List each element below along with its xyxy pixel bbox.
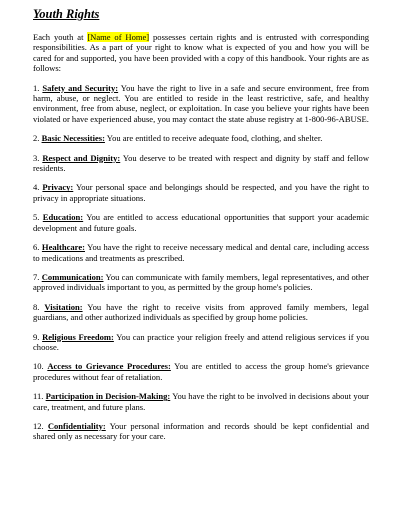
right-item (33, 242, 369, 263)
right-item (33, 332, 369, 353)
right-number: 10. (33, 361, 44, 372)
right-heading: Communication: (41, 271, 104, 282)
right-item (33, 182, 369, 203)
right-heading: Access to Grievance Procedures: (47, 361, 171, 372)
intro-paragraph (33, 32, 369, 74)
document-title: Youth Rights (33, 7, 100, 21)
rights-list (33, 83, 369, 442)
intro-text-end: possesses certain rights and is entrusted with corresponding responsibilities. As a part of your right to know what is expected of you and how you will be cared for and supported, you have been provided with a copy of this handbook. Your rights are as follows: (33, 32, 369, 74)
intro-text-start: Each youth at (33, 32, 88, 42)
right-number: 8. (33, 301, 40, 312)
right-item (33, 272, 369, 293)
right-text: You have the right to receive necessary medical and dental care, including access to medications and treatments as prescribed. (33, 242, 369, 263)
right-text: You have the right to live in a safe and secure environment, free from harm, abuse, or neglect. You are entitled to reside in the least restrictive, safe, and healthy environment, free from abuse, neglect, or exploitation. In case you believe your rights have been violated or have experienced abuse, you may contact the state abuse registry at 1-800-96-ABUSE. (33, 82, 369, 124)
right-number: 5. (33, 212, 40, 223)
right-heading: Religious Freedom: (42, 331, 114, 342)
right-item (33, 361, 369, 382)
right-text: You deserve to be treated with respect and dignity by staff and fellow residents. (33, 152, 369, 174)
right-number: 3. (33, 152, 40, 163)
right-item (33, 83, 369, 125)
right-number: 11. (33, 391, 44, 402)
right-text: You can practice your religion freely and attend religious services if you choose. (33, 331, 370, 352)
right-heading: Participation in Decision-Making: (45, 391, 171, 402)
right-text: Your personal information and records should be kept confidential and shared only as necessary for your care. (33, 420, 369, 442)
home-name-placeholder: [Name of Home] (87, 32, 150, 42)
right-heading: Privacy: (42, 182, 74, 193)
right-item (33, 133, 369, 143)
right-number: 7. (33, 271, 40, 282)
right-item (33, 212, 369, 233)
right-number: 4. (33, 182, 40, 193)
right-heading: Confidentiality: (47, 420, 106, 431)
right-number: 6. (33, 242, 40, 253)
right-number: 1. (33, 82, 40, 93)
right-item (33, 391, 369, 412)
right-number: 2. (33, 133, 40, 144)
right-item (33, 302, 369, 323)
right-number: 12. (33, 420, 44, 431)
right-heading: Visitation: (44, 301, 83, 312)
right-heading: Healthcare: (41, 242, 85, 253)
right-heading: Education: (42, 212, 84, 223)
right-text: You are entitled to access educational opportunities that support your academic development and future goals. (33, 212, 370, 233)
right-item (33, 421, 369, 442)
right-text: You are entitled to access the group home's grievance procedures without fear of retaliation. (33, 361, 369, 382)
right-text: You can communicate with family members, legal representatives, and other approved individuals important to you, as permitted by the group home's policies. (33, 271, 370, 293)
right-item (33, 153, 369, 174)
document-page (33, 6, 369, 451)
right-heading: Basic Necessities: (41, 133, 105, 144)
right-heading: Safety and Security: (42, 82, 119, 93)
right-number: 9. (33, 331, 40, 342)
right-text: You are entitled to receive adequate food, clothing, and shelter. (106, 133, 323, 144)
right-text: You have the right to be involved in decisions about your care, treatment, and future plans. (33, 391, 369, 412)
right-text: Your personal space and belongings should be respected, and you have the right to privacy in appropriate situations. (33, 182, 369, 203)
right-text: You have the right to receive visits from approved family members, legal guardians, and other authorized individuals as specified by group home policies. (33, 301, 369, 323)
right-heading: Respect and Dignity: (42, 152, 121, 163)
